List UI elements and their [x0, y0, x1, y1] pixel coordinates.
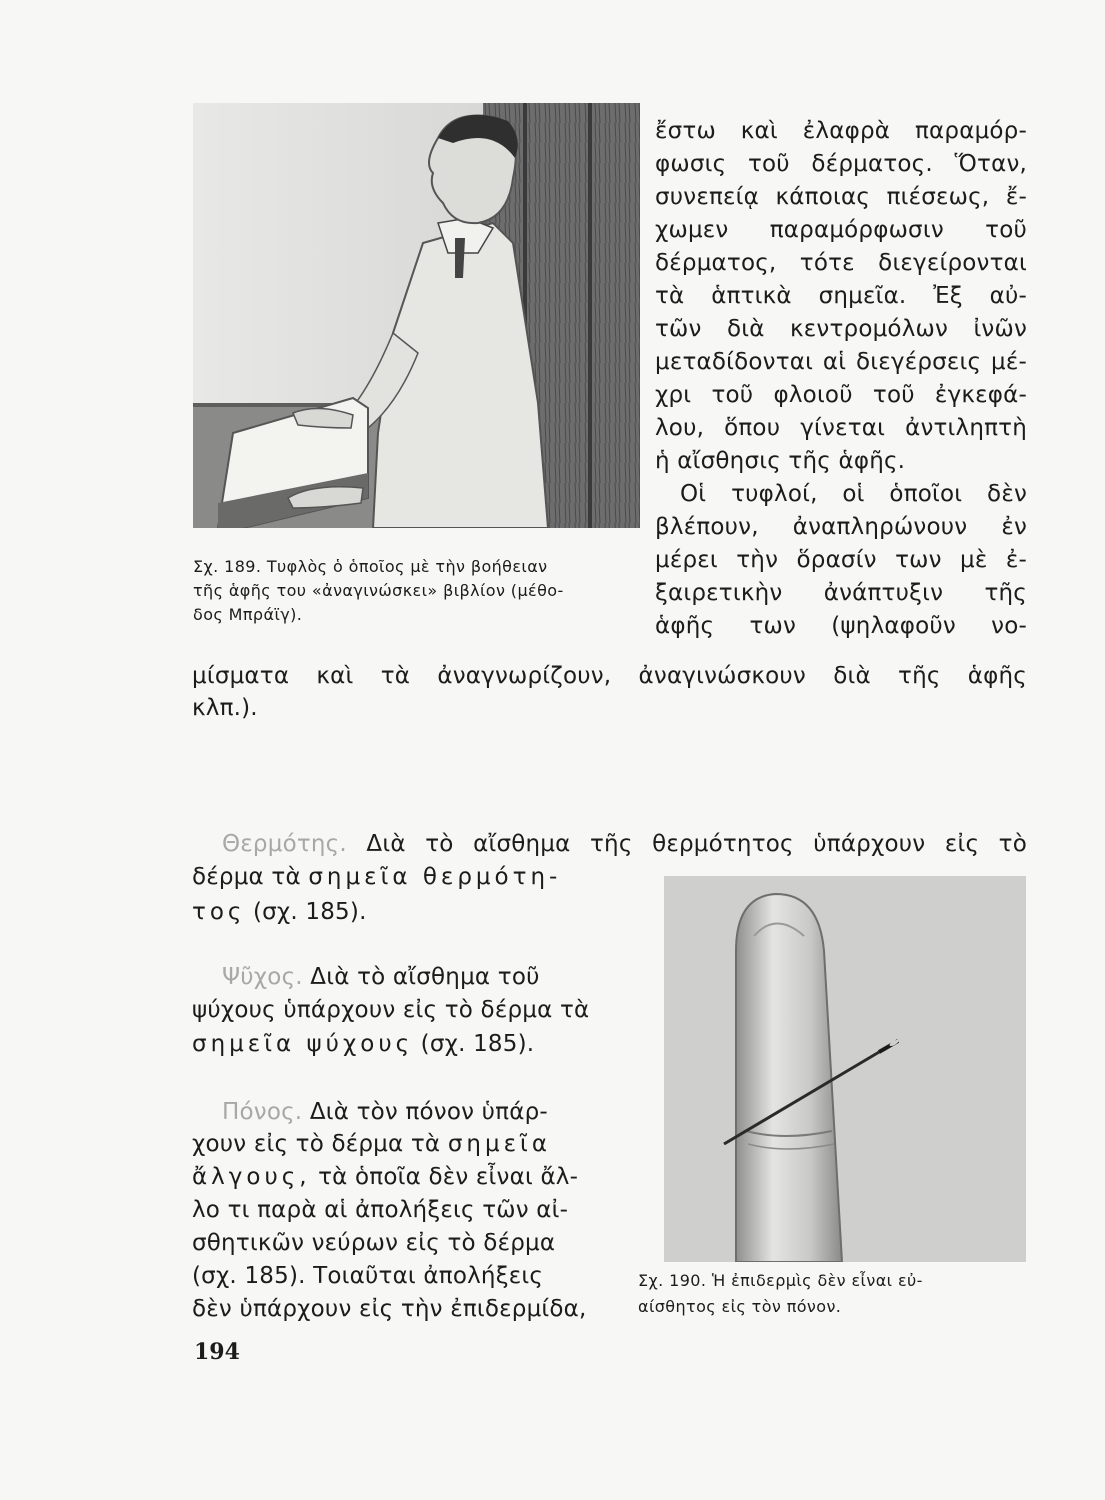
- blind-reader-illustration: [193, 103, 640, 528]
- thermotis-line-2-text: δέρμα τὰ: [192, 864, 301, 890]
- ponos-line-1-text: Διὰ τὸν πόνον ὑπάρ-: [309, 1099, 548, 1125]
- thermotis-spaced-term-2: τος: [192, 899, 246, 925]
- ponos-term: Πόνος.: [222, 1099, 303, 1125]
- ponos-line-7: δὲν ὑπάρχουν εἰς τὴν ἐπιδερμίδα,: [192, 1296, 587, 1322]
- right-column-line: λου, ὅπου γίνεται ἀντιληπτὴ: [655, 415, 1027, 441]
- psychos-term: Ψῦχος.: [222, 964, 303, 990]
- ponos-spaced-term-2: ἄλγους,: [192, 1164, 311, 1190]
- right-column-line: δέρματος, τότε διεγείρονται: [655, 250, 1027, 276]
- psychos-line-2: ψύχους ὑπάρχουν εἰς τὸ δέρμα τὰ: [192, 997, 590, 1023]
- figure-190-image: [664, 876, 1026, 1262]
- right-column-line: ἔστω καὶ ἐλαφρὰ παραμόρ-: [655, 118, 1027, 144]
- right-column-line: χωμεν παραμόρφωσιν τοῦ: [655, 217, 1027, 243]
- psychos-spaced-term: σημεῖα ψύχους: [192, 1031, 414, 1057]
- figure-189-caption-line-3: δος Μπράϊγ).: [193, 605, 303, 624]
- ponos-spaced-term: σημεῖα: [447, 1131, 551, 1157]
- psychos-line-3: [192, 1028, 534, 1060]
- right-column-line: μέρει τὴν ὅρασίν των μὲ ἐ-: [655, 547, 1027, 573]
- ponos-line-2-text: χουν εἰς τὸ δέρμα τὰ: [192, 1131, 441, 1157]
- right-column-line: μεταδίδονται αἱ διεγέρσεις μέ-: [655, 349, 1027, 375]
- right-column-line: ξαιρετικὴν ἀνάπτυξιν τῆς: [655, 580, 1027, 606]
- right-column-line: τὰ ἁπτικὰ σημεῖα. Ἐξ αὐ-: [655, 283, 1027, 309]
- thermotis-line-3: [192, 896, 367, 928]
- figure-190-caption-line-2: αίσθητος εἰς τὸν πόνον.: [638, 1297, 842, 1316]
- ponos-line-1: [222, 1096, 548, 1128]
- figure-189-image: [193, 103, 640, 528]
- right-column-line: τῶν διὰ κεντρομόλων ἰνῶν: [655, 316, 1027, 342]
- psychos-line-1-text: Διὰ τὸ αἴσθημα τοῦ: [310, 964, 540, 990]
- thermotis-line-1-text: Διὰ τὸ αἴσθημα τῆς θερμότητος ὑπάρχουν εἰς τὸ: [366, 831, 1028, 857]
- ponos-line-3-text: τὰ ὁποῖα δὲν εἶναι ἄλ-: [318, 1164, 579, 1190]
- finger-needle-illustration: [664, 876, 1026, 1262]
- figure-189-caption-line-2: τῆς ἁφῆς του «ἀναγινώσκει» βιβλίον (μέθο-: [193, 581, 564, 600]
- right-column-line: συνεπείᾳ κάποιας πιέσεως, ἔ-: [655, 184, 1027, 210]
- right-column-line: φωσις τοῦ δέρματος. Ὅταν,: [655, 151, 1027, 177]
- thermotis-ref: (σχ. 185).: [252, 899, 367, 925]
- thermotis-term: Θερμότης.: [222, 831, 347, 857]
- figure-190-caption-line-1: Σχ. 190. Ἡ ἐπιδερμὶς δὲν εἶναι εὐ-: [638, 1271, 923, 1290]
- ponos-line-6: (σχ. 185). Τοιαῦται ἀπολήξεις: [192, 1263, 544, 1289]
- ponos-line-3: [192, 1161, 578, 1193]
- psychos-ref: (σχ. 185).: [420, 1031, 535, 1057]
- figure-189-caption-line-1: Σχ. 189. Τυφλὸς ὁ ὁποῖος μὲ τὴν βοήθειαν: [193, 557, 548, 576]
- full-width-line-2: κλπ.).: [192, 695, 258, 721]
- ponos-line-2: [192, 1128, 551, 1160]
- right-column-line: βλέπουν, ἀναπληρώνουν ἐν: [655, 514, 1027, 540]
- thermotis-line-1: [222, 828, 1027, 860]
- thermotis-spaced-term: σημεῖα θερμότη-: [308, 864, 562, 890]
- right-column-line: Οἱ τυφλοί, οἱ ὁποῖοι δὲν: [680, 481, 1027, 507]
- psychos-line-1: [222, 961, 540, 993]
- ponos-line-4: λο τι παρὰ αἱ ἀπολήξεις τῶν αἰ-: [192, 1197, 569, 1223]
- right-column-line: χρι τοῦ φλοιοῦ τοῦ ἐγκεφά-: [655, 382, 1027, 408]
- right-column-line: ἡ αἴσθησις τῆς ἁφῆς.: [655, 448, 906, 474]
- ponos-line-5: σθητικῶν νεύρων εἰς τὸ δέρμα: [192, 1230, 556, 1256]
- thermotis-line-2: [192, 861, 561, 893]
- right-column-line: ἁφῆς των (ψηλαφοῦν νο-: [655, 613, 1027, 639]
- page-number: 194: [194, 1339, 240, 1365]
- full-width-line-1: μίσματα καὶ τὰ ἀναγνωρίζουν, ἀναγινώσκουν διὰ τῆς ἁφῆς: [192, 663, 1027, 689]
